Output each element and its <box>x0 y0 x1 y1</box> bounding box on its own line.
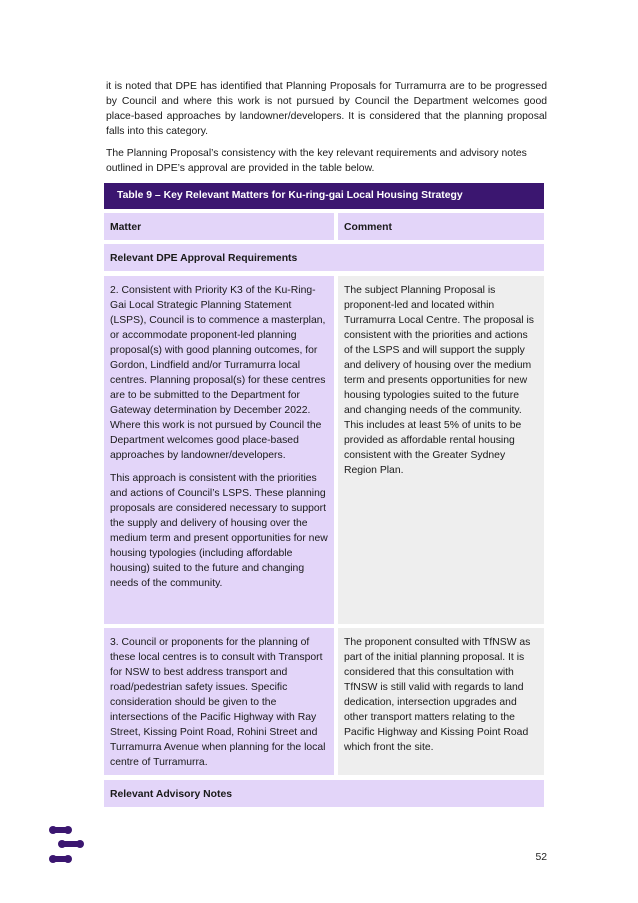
row1-matter-cell <box>104 276 334 624</box>
brand-logo-icon <box>48 825 90 870</box>
row2-comment-text: The proponent consulted with TfNSW as part of the initial planning proposal. It is considered that this consultation with TfNSW is still valid with regards to land dedication, intersection upgrades and other transport matters relating to the Pacific Highway and Kissing Point Road which front the site. <box>344 637 531 753</box>
page-number: 52 <box>535 852 547 863</box>
row1-comment-cell <box>338 276 544 624</box>
body-paragraph-1: it is noted that DPE has identified that Planning Proposals for Turramurra are to be progressed by Council and where this work is not pursued by Council the Department welcomes good place-based approaches by landowner/developers. It is considered that the planning proposal falls into this category. <box>106 81 547 138</box>
body-paragraph-2: The Planning Proposal’s consistency with the key relevant requirements and advisory notes outlined in DPE’s approval are provided in the table below. <box>106 148 527 175</box>
table-header-comment: Comment <box>338 213 544 240</box>
table-title: Table 9 – Key Relevant Matters for Ku-ring-gai Local Housing Strategy <box>104 183 544 209</box>
row1-matter-para-1: 2. Consistent with Priority K3 of the Ku-Ring-Gai Local Strategic Planning Statement (LSPS), Council is to commence a masterplan, or accommodate proponent-led planning proposal(s) with good planning outcomes, for Gordon, Lindfield and/or Turramurra local centres. Planning proposal(s) for these centres are to be submitted to the Department for Gateway determination by December 2022. Where this work is not pursued by Council the Department welcomes good place-based approaches by landowner/developers. <box>110 285 326 461</box>
row2-comment-cell <box>338 628 544 775</box>
row1-comment-text: The subject Planning Proposal is proponent-led and located within Turramurra Local Centre. The proposal is consistent with the priorities and actions of the LSPS and will support the supply and delivery of housing over the medium term and presents opportunities for new housing typologies suited to the future and changing needs of the community. This includes at least 5% of units to be provided as affordable rental housing consistent with the Greater Sydney Region Plan. <box>344 285 534 476</box>
section-advisory-notes: Relevant Advisory Notes <box>104 780 544 807</box>
section-approval-requirements: Relevant DPE Approval Requirements <box>104 244 544 271</box>
row2-matter-text: 3. Council or proponents for the planning of these local centres is to consult with Transport for NSW to best address transport and road/pedestrian safety issues. Specific consideration should be given to the intersections of the Pacific Highway with Ray Street, Kissing Point Road, Rohini Street and Turramurra Avenue when planning for the local centre of Turramurra. <box>110 637 326 768</box>
table-header-matter: Matter <box>104 213 334 240</box>
row1-matter-para-2: This approach is consistent with the priorities and actions of Council’s LSPS. These planning proposals are considered necessary to support the supply and delivery of housing over the medium term and present opportunities for new housing typologies (including affordable housing) suited to the future and changing needs of the community. <box>110 473 328 589</box>
row2-matter-cell <box>104 628 334 775</box>
